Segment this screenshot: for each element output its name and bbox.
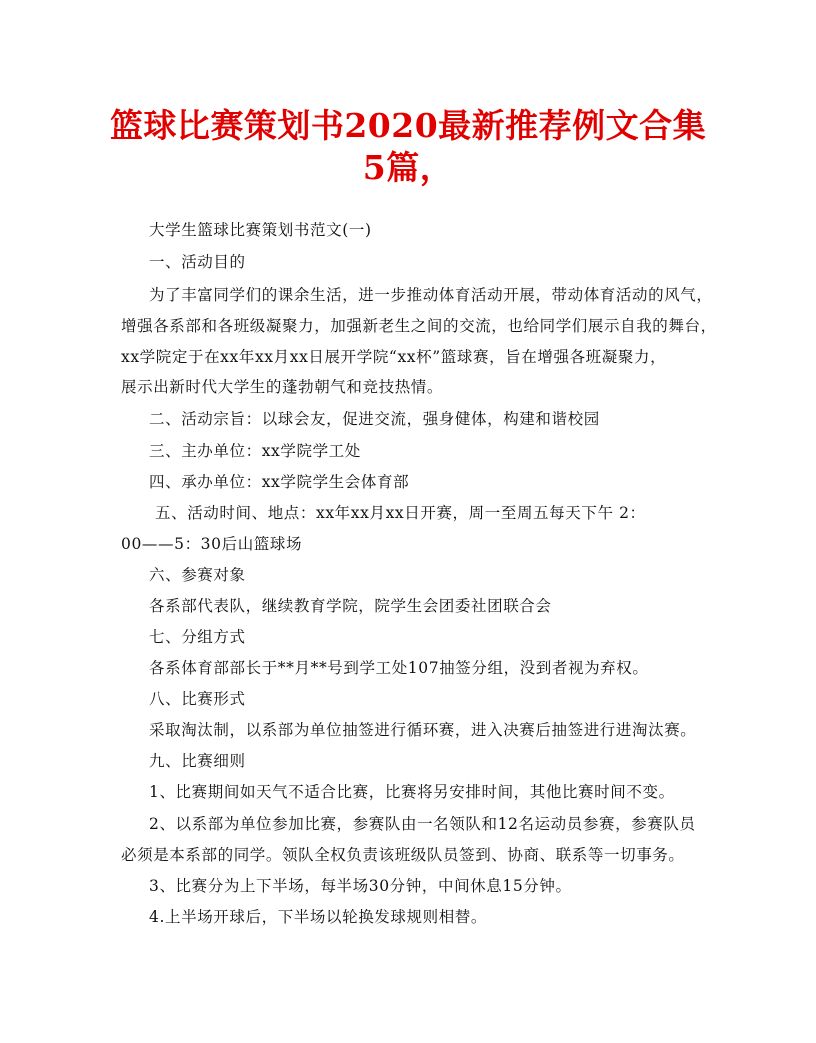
paragraph-line: 1、比赛期间如天气不适合比赛，比赛将另安排时间，其他比赛时间不变。 [149, 783, 675, 801]
paragraph-line: 3、比赛分为上下半场，每半场30分钟，中间休息15分钟。 [149, 877, 572, 895]
paragraph-line: 三、主办单位：xx学院学工处 [149, 442, 361, 460]
section-heading: 九、比赛细则 [149, 752, 246, 770]
section-heading: 六、参赛对象 [149, 566, 246, 584]
paragraph-line: 4.上半场开球后，下半场以轮换发球规则相替。 [149, 908, 487, 926]
section-heading: 一、活动目的 [149, 253, 246, 271]
document-title-line-2: 5篇， [362, 148, 454, 187]
paragraph-line: 四、承办单位：xx学院学生会体育部 [149, 473, 410, 491]
section-heading: 八、比赛形式 [149, 690, 246, 708]
paragraph-line: 2、以系部为单位参加比赛，参赛队由一名领队和12名运动员参赛，参赛队员 [149, 815, 696, 833]
section-heading: 七、分组方式 [149, 628, 246, 646]
document-title-line-1: 篮球比赛策划书2020最新推荐例文合集 [109, 106, 707, 145]
paragraph-line: 增强各系部和各班级凝聚力，加强新老生之间的交流，也给同学们展示自我的舞台， [121, 317, 717, 335]
paragraph-line: 为了丰富同学们的课余生活，进一步推动体育活动开展，带动体育活动的风气， [149, 286, 713, 304]
paragraph-line: 采取淘汰制，以系部为单位抽签进行循环赛，进入决赛后抽签进行进淘汰赛。 [149, 721, 697, 739]
paragraph-line: 二、活动宗旨：以球会友，促进交流，强身健体，构建和谐校园 [149, 410, 600, 428]
paragraph-line: 各系部代表队，继续教育学院，院学生会团委社团联合会 [149, 597, 552, 615]
paragraph-line: 必须是本系部的同学。领队全权负责该班级队员签到、协商、联系等一切事务。 [121, 846, 685, 864]
paragraph-line: 展示出新时代大学生的蓬勃朝气和竞技热情。 [121, 378, 444, 396]
paragraph-line: 五、活动时间、地点：xx年xx月xx日开赛，周一至周五每天下午 2： [155, 504, 646, 522]
paragraph-line: xx学院定于在xx年xx月xx日展开学院“xx杯”篮球赛，旨在增强各班凝聚力， [121, 348, 667, 366]
paragraph-line: 各系体育部部长于**月**号到学工处107抽签分组，没到者视为弃权。 [149, 659, 649, 677]
section-heading: 大学生篮球比赛策划书范文(一) [149, 221, 372, 239]
paragraph-line: 00——5：30后山篮球场 [121, 535, 303, 553]
